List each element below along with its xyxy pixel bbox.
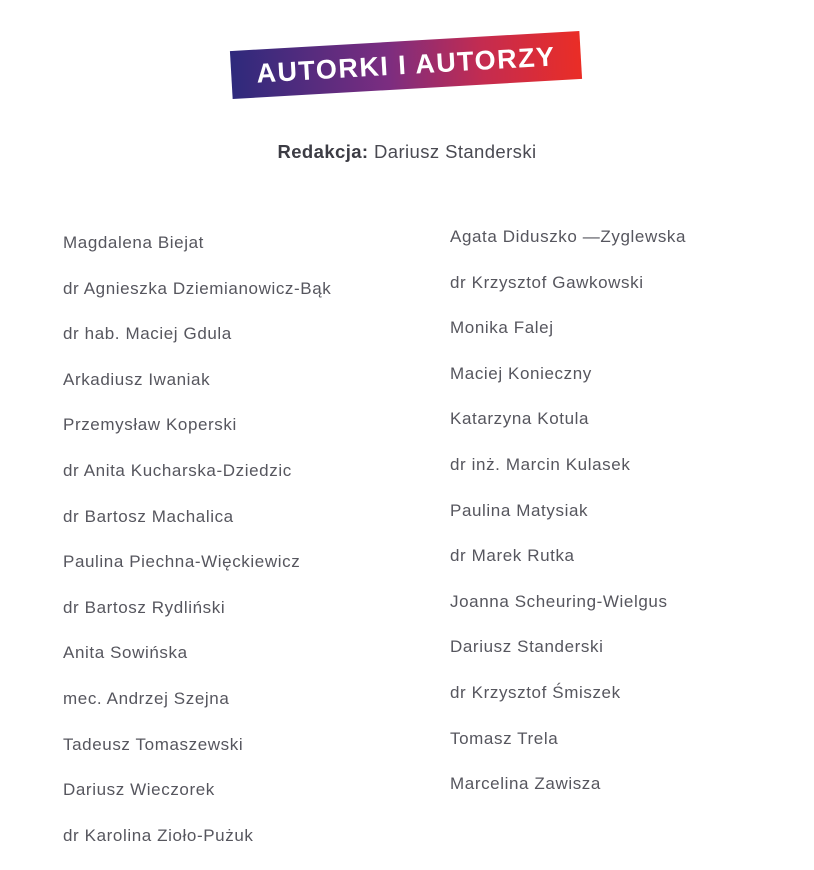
author-name: dr Bartosz Machalica — [63, 506, 234, 526]
author-name: Tomasz Trela — [450, 728, 559, 748]
authors-banner — [230, 31, 582, 99]
author-name: dr Anita Kucharska-Dziedzic — [63, 460, 292, 480]
author-name: dr Karolina Zioło-Pużuk — [63, 825, 254, 845]
author-name: Dariusz Wieczorek — [63, 780, 215, 800]
author-name: dr Bartosz Rydliński — [63, 597, 226, 617]
authors-right-column — [450, 214, 686, 807]
author-name: Przemysław Koperski — [63, 415, 237, 435]
author-name: dr Marek Rutka — [450, 546, 575, 566]
author-name: Joanna Scheuring-Wielgus — [450, 591, 668, 611]
author-name: Monika Falej — [450, 318, 554, 338]
author-name: Paulina Matysiak — [450, 500, 589, 520]
banner-title: AUTORKI I AUTORZY — [255, 40, 557, 89]
editor-line — [0, 141, 814, 163]
author-name: Tadeusz Tomaszewski — [63, 734, 244, 754]
author-name: Paulina Piechna-Więckiewicz — [63, 552, 301, 572]
author-name: dr Krzysztof Gawkowski — [450, 272, 644, 292]
author-name: Magdalena Biejat — [63, 233, 204, 252]
author-name: dr inż. Marcin Kulasek — [450, 454, 631, 474]
authors-left-column — [63, 220, 331, 858]
editor-label: Redakcja: — [277, 141, 369, 162]
author-name: dr Krzysztof Śmiszek — [450, 682, 621, 702]
author-name: Arkadiusz Iwaniak — [63, 369, 211, 389]
author-name: mec. Andrzej Szejna — [63, 688, 230, 708]
author-name: Marcelina Zawisza — [450, 774, 601, 794]
editor-name: Dariusz Standerski — [368, 141, 537, 162]
author-name: Katarzyna Kotula — [450, 409, 590, 429]
author-name: Maciej Konieczny — [450, 363, 592, 383]
author-name: dr hab. Maciej Gdula — [63, 324, 232, 344]
author-name: dr Agnieszka Dziemianowicz-Bąk — [63, 278, 332, 298]
author-name: Anita Sowińska — [63, 643, 188, 663]
author-name: Agata Diduszko —Zyglewska — [450, 227, 687, 246]
author-name: Dariusz Standerski — [450, 637, 604, 657]
